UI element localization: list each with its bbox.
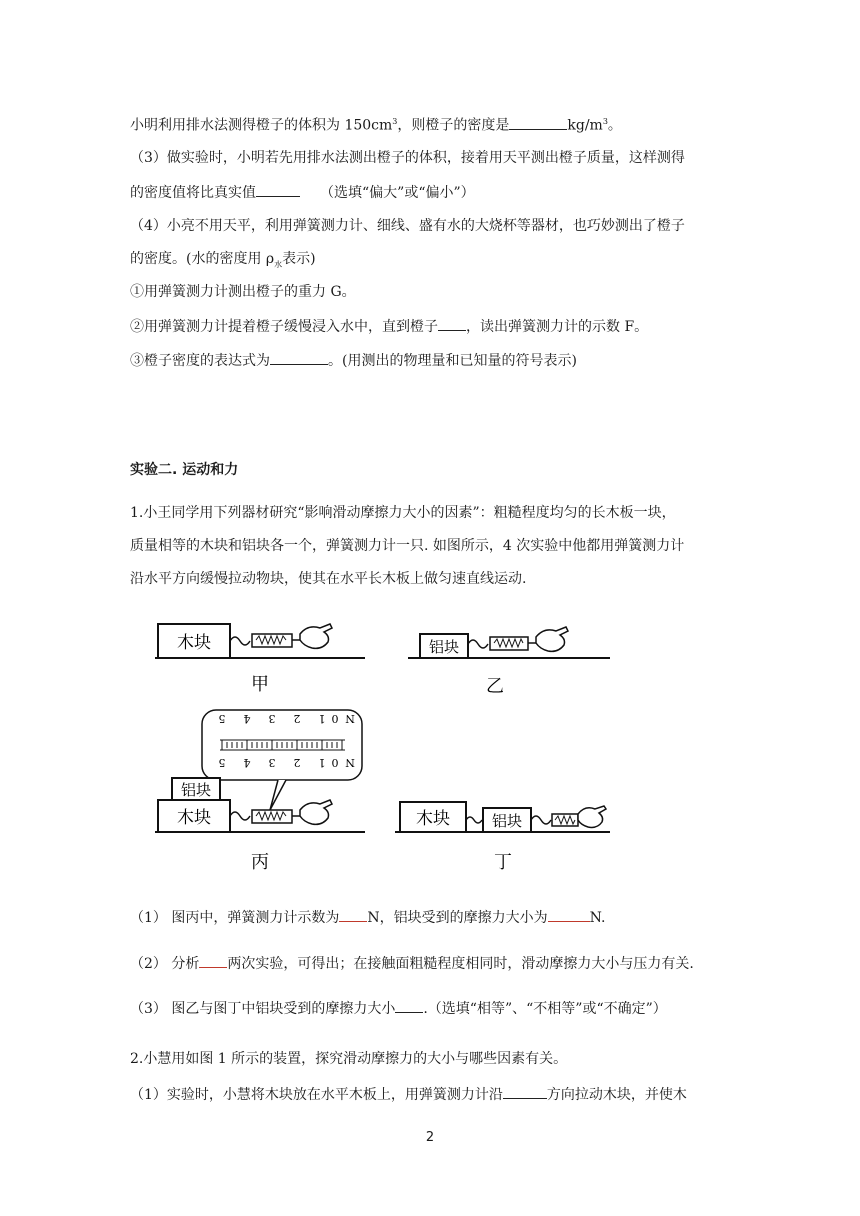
text: 。(用测出的物理量和已知量的符号表示) xyxy=(328,353,577,369)
question-3-line: （3）做实验时，小明若先用排水法测出橙子的体积，接着用天平测出橙子质量，这样测得 xyxy=(130,150,685,166)
alu-block-label: 铝块 xyxy=(428,638,460,656)
text: ②用弹簧测力计提着橙子缓慢浸入水中，直到橙子 xyxy=(130,319,438,335)
hand-icon xyxy=(300,624,332,648)
text: （3） 图乙与图丁中铝块受到的摩擦力大小 xyxy=(130,1001,396,1017)
answer-blank[interactable] xyxy=(503,1084,547,1099)
figure-yi xyxy=(408,627,610,697)
scale-number: 3 xyxy=(268,756,276,769)
step-3 xyxy=(130,350,577,370)
scale-number: 4 xyxy=(243,712,251,725)
text: ，读出弹簧测力计的示数 F。 xyxy=(466,319,649,335)
text: （选填“偏大”或“偏小”） xyxy=(320,185,475,201)
scale-number: 1 xyxy=(318,756,326,769)
text: 方向拉动木块，并使木 xyxy=(546,1087,687,1103)
text: 。 xyxy=(607,117,622,134)
paragraph-line: 2.小慧用如图 1 所示的装置，探究滑动摩擦力的大小与哪些因素有关。 xyxy=(130,1051,568,1067)
figure-label-yi: 乙 xyxy=(486,676,504,697)
text: （1）实验时，小慧将木块放在水平木板上，用弹簧测力计沿 xyxy=(130,1087,503,1103)
paragraph-line: 质量相等的木块和铝块各一个，弹簧测力计一只. 如图所示，4 次实验中他都用弹簧测力计 xyxy=(130,538,685,554)
alu-block-label: 铝块 xyxy=(491,812,523,830)
scale-number: 5 xyxy=(218,712,226,725)
scale-number: 0 xyxy=(331,712,339,725)
text: N. xyxy=(589,910,606,926)
text: N，铝块受到的摩擦力大小为 xyxy=(367,910,548,926)
figure-jia xyxy=(155,624,365,695)
figure-ding xyxy=(395,802,610,873)
text-line xyxy=(130,113,622,135)
step-2 xyxy=(130,316,648,336)
figure-bing xyxy=(155,710,365,873)
wood-block-label: 木块 xyxy=(416,809,450,829)
alu-block-label: 铝块 xyxy=(180,781,212,799)
figure-label-bing: 丙 xyxy=(251,852,269,873)
text: ③橙子密度的表达式为 xyxy=(130,353,270,369)
spring-scale xyxy=(252,810,292,823)
answer-blank[interactable] xyxy=(548,907,590,922)
wood-block-label: 木块 xyxy=(177,633,211,653)
text: （1） 图丙中，弹簧测力计示数为 xyxy=(130,910,340,926)
hand-icon xyxy=(300,800,332,824)
wood-block-label: 木块 xyxy=(177,808,211,828)
figure-label-jia: 甲 xyxy=(251,674,269,695)
section-heading: 实验二. 运动和力 xyxy=(130,462,239,478)
superscript: 3 xyxy=(392,117,398,126)
answer-blank[interactable] xyxy=(509,115,567,130)
text: （2） 分析 xyxy=(130,956,200,972)
friction-experiment-figure xyxy=(150,610,620,880)
scale-unit: N xyxy=(345,712,355,725)
scale-number: 2 xyxy=(293,712,301,725)
subscript: 水 xyxy=(274,259,283,269)
figure-label-ding: 丁 xyxy=(494,852,512,873)
text: 的密度。(水的密度用 ρ xyxy=(130,251,275,267)
scale-number: 1 xyxy=(318,712,326,725)
scale-number: 0 xyxy=(331,756,339,769)
text-line xyxy=(130,182,475,202)
answer-blank[interactable] xyxy=(270,350,328,365)
text: ，则橙子的密度是 xyxy=(397,117,510,134)
answer-blank[interactable] xyxy=(395,998,423,1013)
superscript: 3 xyxy=(602,117,608,126)
hand-icon xyxy=(578,806,606,827)
text-line xyxy=(130,250,316,274)
paragraph-line: 沿水平方向缓慢拉动物块，使其在水平长木板上做匀速直线运动. xyxy=(130,571,527,587)
question-3 xyxy=(130,998,667,1018)
answer-blank[interactable] xyxy=(339,907,367,922)
paragraph-line: 1.小王同学用下列器材研究“影响滑动摩擦力大小的因素”：粗糙程度均匀的长木板一块， xyxy=(130,505,676,521)
paragraph-line xyxy=(130,1084,687,1104)
text: 小明利用排水法测得橙子的体积为 150cm xyxy=(130,117,393,134)
answer-blank[interactable] xyxy=(256,182,300,197)
spring-scale xyxy=(252,634,292,647)
answer-blank[interactable] xyxy=(438,316,466,331)
step-1: ①用弹簧测力计测出橙子的重力 G。 xyxy=(130,284,356,300)
scale-unit: N xyxy=(345,756,355,769)
question-2 xyxy=(130,953,694,973)
scale-number: 4 xyxy=(243,756,251,769)
text: 两次实验，可得出；在接触面粗糙程度相同时，滑动摩擦力大小与压力有关. xyxy=(227,956,694,972)
answer-blank[interactable] xyxy=(199,953,227,968)
hand-icon xyxy=(536,627,568,651)
question-4-line: （4）小亮不用天平，利用弹簧测力计、细线、盛有水的大烧杯等器材，也巧妙测出了橙子 xyxy=(130,218,685,234)
question-1 xyxy=(130,907,605,927)
text: .（选填“相等”、“不相等”或“不确定”） xyxy=(423,1001,667,1017)
unit: kg/m xyxy=(567,117,603,134)
scale-number: 3 xyxy=(268,712,276,725)
page-number: 2 xyxy=(425,1130,435,1145)
text: 的密度值将比真实值 xyxy=(130,185,256,201)
text: 表示) xyxy=(282,251,316,267)
scale-number: 2 xyxy=(293,756,301,769)
scale-number: 5 xyxy=(218,756,226,769)
